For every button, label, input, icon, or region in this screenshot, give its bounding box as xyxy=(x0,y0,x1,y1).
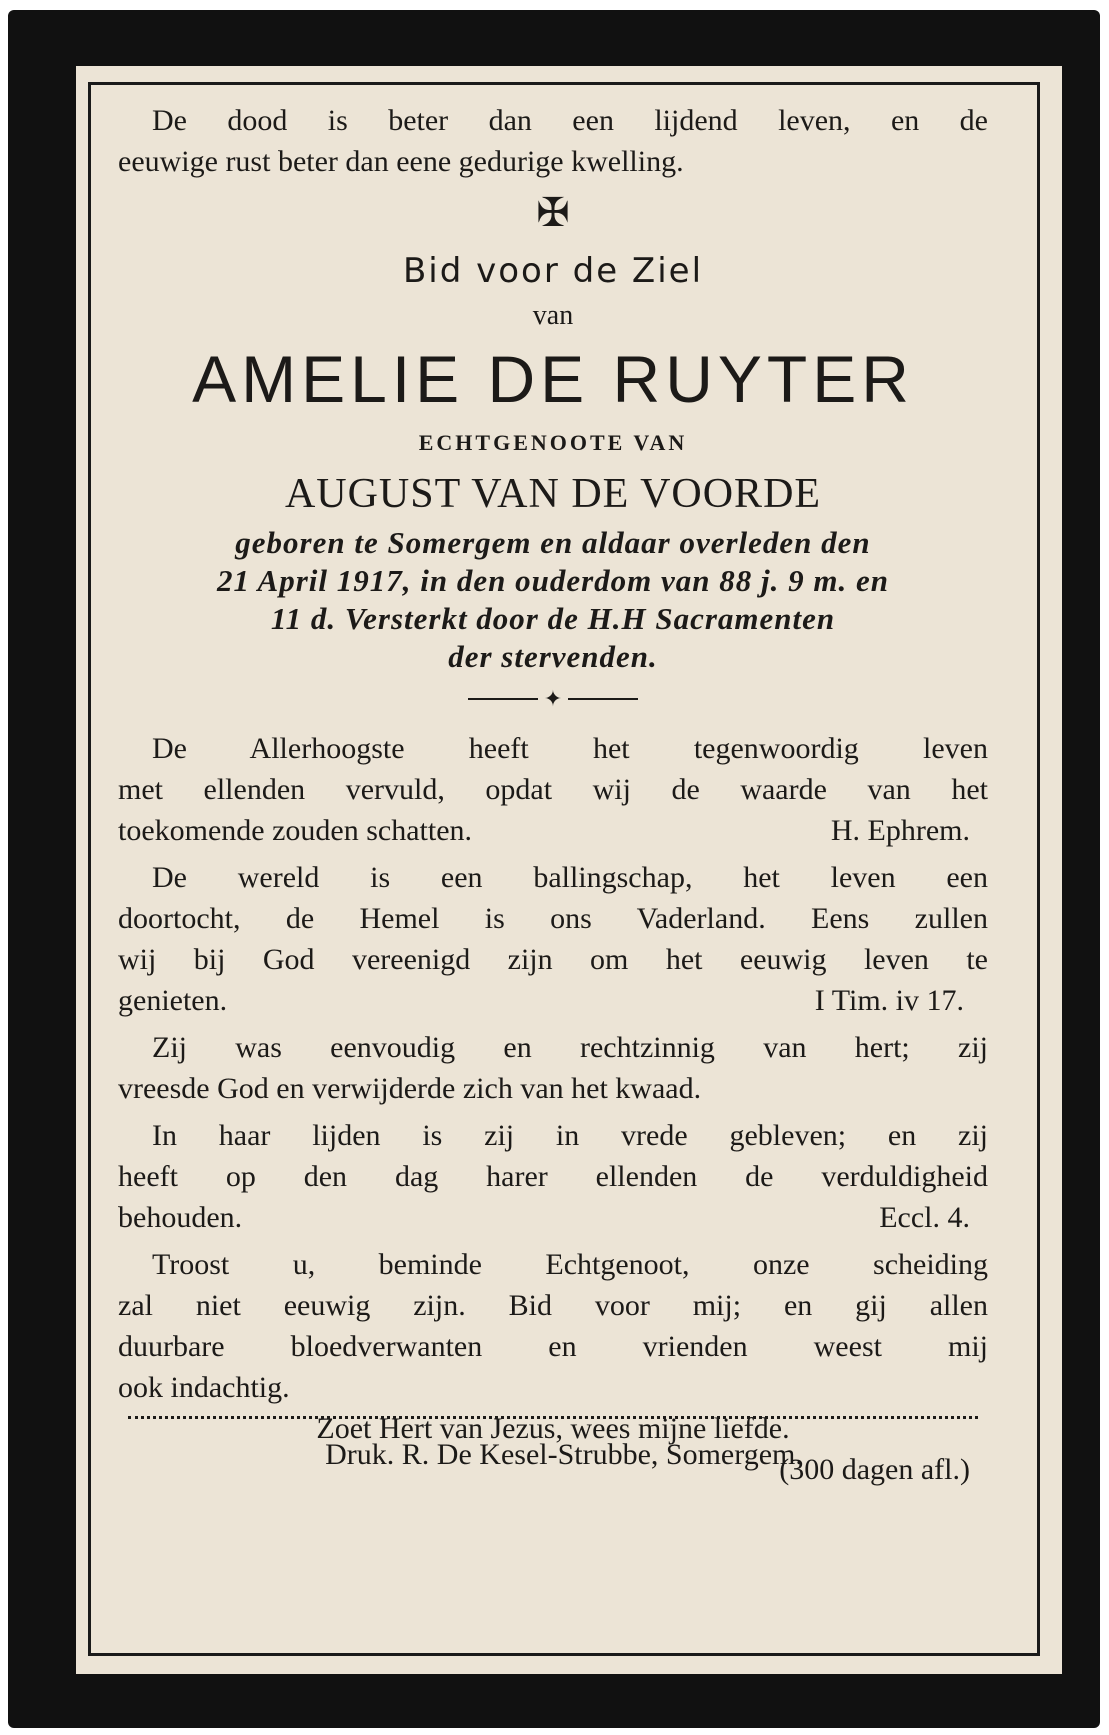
spouse-label: ECHTGENOOTE VAN xyxy=(418,430,688,455)
quote-2 xyxy=(118,857,988,1021)
quote-line: In haar lijden is zij in vrede gebleven; en zij xyxy=(152,1119,988,1152)
biography-line2: 21 April 1917, in den ouderdom van 88 j. 9 m. en xyxy=(216,563,890,598)
quote-4 xyxy=(118,1115,988,1238)
biography-line3: 11 d. Versterkt door de H.H Sacramenten xyxy=(270,601,836,636)
card-content xyxy=(118,100,988,1490)
quote-line: heeft op den dag harer ellenden de verduldigheid xyxy=(118,1160,988,1193)
ornamental-divider xyxy=(118,676,988,722)
printer-imprint: Druk. R. De Kesel-Strubbe, Somergem. xyxy=(325,1438,803,1471)
divider-ornament-icon: ✦ xyxy=(543,686,563,712)
dotted-separator xyxy=(128,1416,978,1419)
quote-text: toekomende zouden schatten. xyxy=(118,814,473,847)
quote-line: wij bij God vereenigd zijn om het eeuwig leven te xyxy=(118,943,988,976)
biography-line1: geboren te Somergem en aldaar overleden den xyxy=(235,525,871,560)
prayer-header: Bid voor de Ziel xyxy=(402,251,704,291)
divider-rule-right xyxy=(568,698,638,700)
quote-source: I Tim. iv 17. xyxy=(814,984,964,1017)
quote-line: De Allerhoogste heeft het tegenwoordig leven xyxy=(152,732,988,765)
quote-last-line xyxy=(118,980,988,1021)
quote-line: doortocht, de Hemel is ons Vaderland. Eens zullen xyxy=(118,902,988,935)
quote-last-line xyxy=(118,1197,988,1238)
quote-line: zal niet eeuwig zijn. Bid voor mij; en gij allen xyxy=(118,1289,988,1322)
quote-line: Zij was eenvoudig en rechtzinnig van hert; zij xyxy=(152,1031,988,1064)
closing-prayer: Zoet Hert van Jezus, wees mijne liefde. xyxy=(316,1412,790,1445)
quote-last-line: vreesde God en verwijderde zich van het kwaad. xyxy=(118,1072,702,1105)
spouse-name: AUGUST VAN DE VOORDE xyxy=(284,471,822,517)
header-quote-line2: eeuwige rust beter dan eene gedurige kwelling. xyxy=(118,145,684,178)
cross-icon: ✠ xyxy=(536,190,570,236)
header-quote-line1: De dood is beter dan een lijdend leven, en de xyxy=(152,104,988,137)
deceased-name: AMELIE DE RUYTER xyxy=(192,342,914,416)
quote-source: Eccl. 4. xyxy=(879,1201,970,1234)
biography-line4: der stervenden. xyxy=(448,639,658,674)
van-label: van xyxy=(532,300,574,331)
indulgence-note: (300 dagen afl.) xyxy=(779,1453,970,1486)
quote-5 xyxy=(118,1244,988,1408)
quote-text: behouden. xyxy=(118,1201,243,1234)
quote-last-line xyxy=(118,810,988,851)
quote-text: genieten. xyxy=(118,984,228,1017)
quote-1 xyxy=(118,728,988,851)
quote-line: met ellenden vervuld, opdat wij de waarde van het xyxy=(118,773,988,806)
quote-line: De wereld is een ballingschap, het leven een xyxy=(152,861,988,894)
quote-3 xyxy=(118,1027,988,1109)
divider-rule-left xyxy=(468,698,538,700)
quote-last-line: ook indachtig. xyxy=(118,1371,290,1404)
quote-line: duurbare bloedverwanten en vrienden weest mij xyxy=(118,1330,988,1363)
quote-line: Troost u, beminde Echtgenoot, onze scheiding xyxy=(152,1248,988,1281)
quote-source: H. Ephrem. xyxy=(830,814,970,847)
